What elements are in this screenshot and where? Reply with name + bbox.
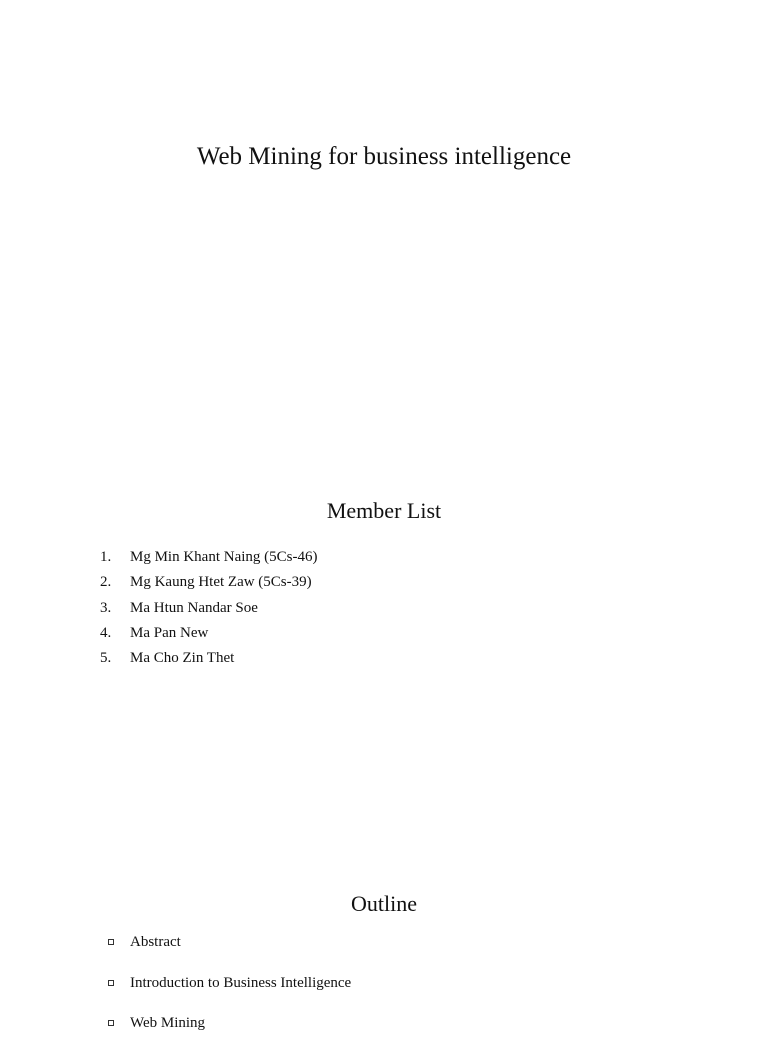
member-name: Ma Cho Zin Thet bbox=[130, 650, 235, 667]
outline-item-text: Abstract bbox=[130, 934, 181, 950]
square-bullet-icon bbox=[108, 980, 114, 986]
outline-item-text: Web Mining bbox=[130, 1015, 206, 1031]
document-title: Web Mining for business intelligence bbox=[196, 143, 572, 170]
member-list-heading: Member List bbox=[326, 498, 442, 523]
member-number: 2. bbox=[100, 574, 112, 591]
square-bullet-icon bbox=[108, 1020, 114, 1026]
member-name: Mg Min Khant Naing (5Cs-46) bbox=[130, 549, 318, 565]
member-name: Mg Kaung Htet Zaw (5Cs-39) bbox=[130, 574, 312, 591]
member-number: 5. bbox=[100, 650, 112, 667]
member-number: 1. bbox=[100, 549, 112, 565]
square-bullet-icon bbox=[108, 939, 114, 945]
member-name: Ma Pan New bbox=[130, 624, 209, 641]
member-number: 3. bbox=[100, 599, 112, 616]
outline-heading: Outline bbox=[351, 891, 417, 916]
outline-item-text: Introduction to Business Intelligence bbox=[130, 974, 352, 991]
member-number: 4. bbox=[100, 624, 112, 641]
member-name: Ma Htun Nandar Soe bbox=[130, 599, 258, 616]
